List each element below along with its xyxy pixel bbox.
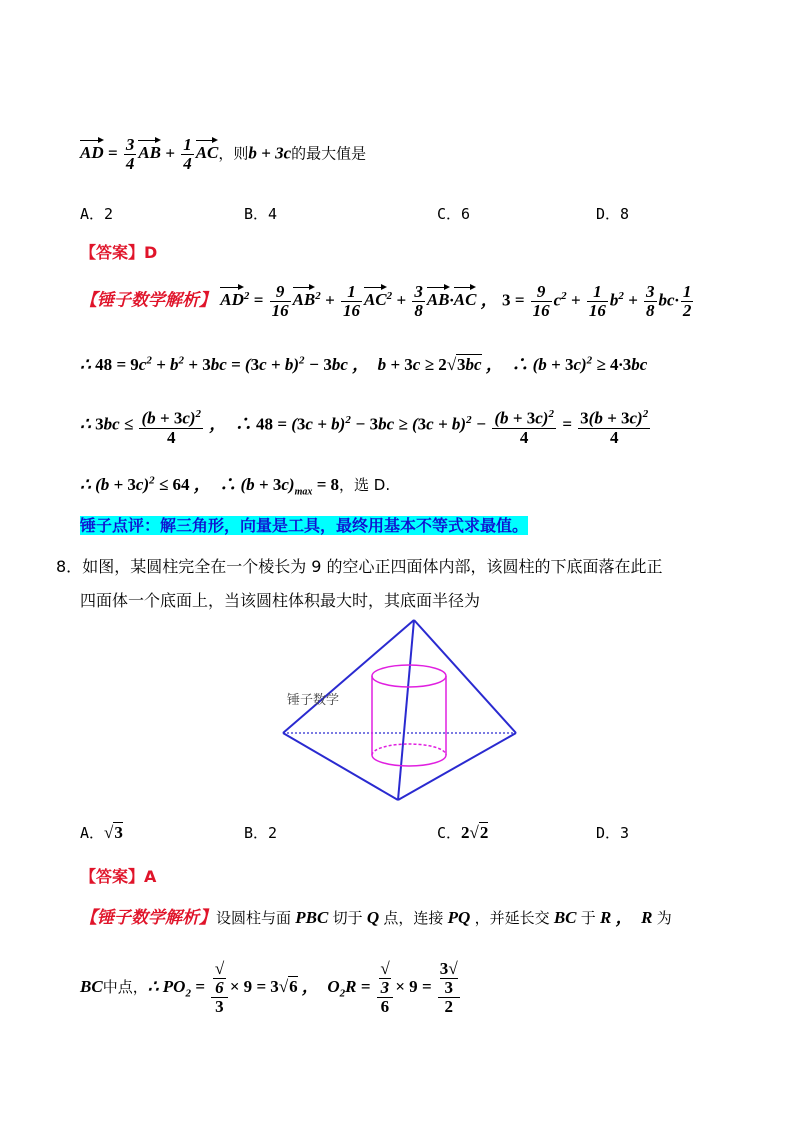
q7-analysis-line4: ∴ $(b + 3c)^2 \le 64$ ， ∴ $(b + 3c)_{max} = 8$，选 D. (80, 474, 391, 498)
q7-option-b: B．4 (244, 205, 278, 223)
q7-analysis-line1: 【锤子数学解析】 $AD^2$ = $\frac{9}{16}$ $AB^2$ + $\frac{1}{16}$ $AC^2$ + $\frac{3}{8}$ AB·AC ， 3 = $\frac{9}{16}$ $c^2$ + $\frac{1}{16}$ $b^2$ + $\frac{3}{8}$ bc· $\frac{1}{2}$ (80, 282, 692, 320)
q8-option-b: B．2 (244, 824, 278, 842)
q7-option-a: A．2 (80, 205, 114, 223)
q8-analysis-line1: 【锤子数学解析】设圆柱与面 PBC 切于 Q 点，连接 PQ ，并延长交 BC 于 R ， R 为 (80, 908, 672, 928)
q8-option-c: C．2√2 (437, 823, 489, 842)
tetrahedron (283, 620, 516, 800)
q8-analysis-line2: BC中点，∴ $PO_2$ = √ 6 3 × 9 = 3√6 ， $O_2R$ = √ 3 6 × 9 = 3√ 3 2 (80, 959, 458, 1016)
q7-option-c: C．6 (437, 205, 471, 223)
q7-analysis-line3: ∴ 3bc ≤ $\frac{(b + 3c)^2}{4}$ ， ∴ $48 = (3c + b)^2 - 3bc \ge (3c + b)^2$ − $\frac{(b + 3c)^2}{4}$ = $\frac{3(b + 3c)^2}{4}$ (80, 405, 652, 447)
q8-option-a: A．√3 (80, 823, 123, 842)
q8-option-d: D．3 (596, 824, 630, 842)
q7-answer: 【答案】D (80, 243, 158, 262)
q8-text-line2: 四面体一个底面上，当该圆柱体积最大时，其底面半径为 (80, 591, 481, 610)
tetrahedron-figure (0, 612, 800, 812)
q8-answer: 【答案】A (80, 867, 157, 886)
q7-analysis-line2: ∴ $48 = 9c^2 + b^2 + 3bc = (3c + b)^2 - 3bc$ ， b + 3c ≥ 2√3bc ， ∴ $(b + 3c)^2 \ge 4\cdot 3bc$ (80, 354, 648, 374)
figure-watermark: 锤子数学 (287, 693, 340, 708)
q8-text-line1: 8．如图，某圆柱完全在一个棱长为 9 的空心正四面体内部，该圆柱的下底面落在此正 (56, 557, 663, 576)
q7-condition: AD = $\frac{3}{4}$ AB + $\frac{1}{4}$ AC，则b + 3c的最大值是 (80, 135, 367, 173)
q7-comment: 锤子点评：解三角形，向量是工具，最终用基本不等式求最值。 (80, 516, 529, 535)
q7-option-d: D．8 (596, 205, 630, 223)
